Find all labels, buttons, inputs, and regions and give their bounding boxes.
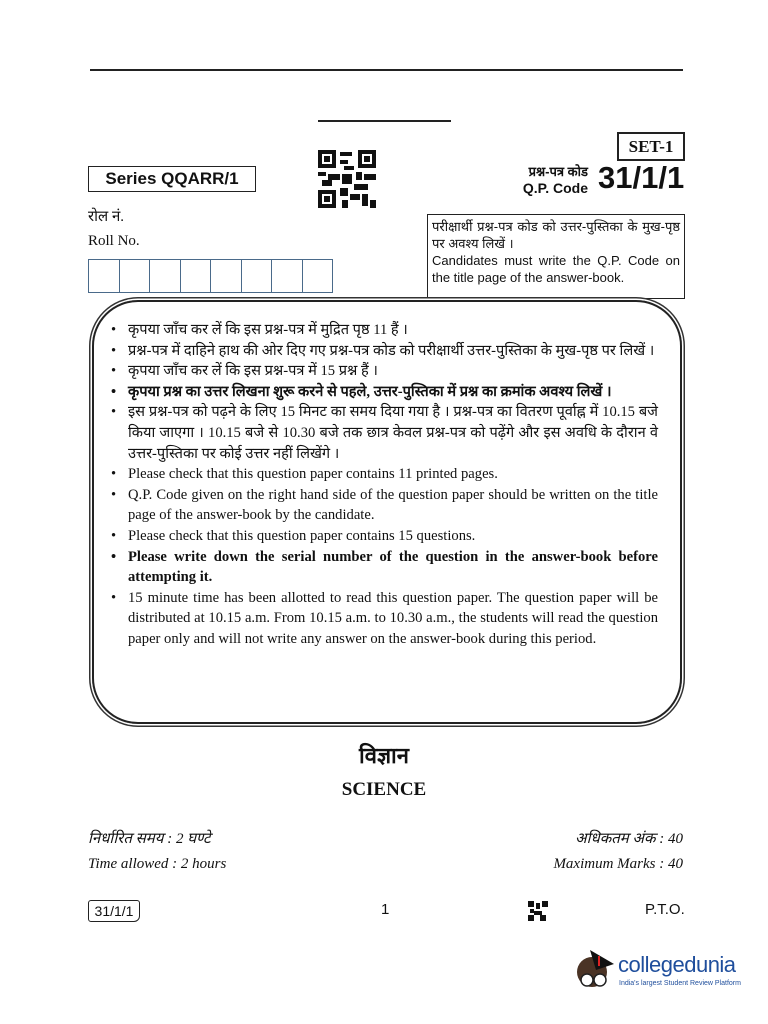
roll-no-label: Roll No. <box>88 233 140 249</box>
instruction-item: • Please write down the serial number of the question in the answer-book before attempting it. <box>108 547 658 588</box>
max-marks: Maximum Marks : 40 <box>553 856 683 872</box>
footer-qp-code: 31/1/1 <box>88 900 140 922</box>
roll-no-label-hindi: रोल नं. <box>88 209 125 225</box>
roll-digit-box[interactable] <box>89 260 120 292</box>
qr-code-icon <box>318 150 376 208</box>
instruction-item: • कृपया जाँच कर लें कि इस प्रश्न-पत्र में 15 प्रश्न हैं । <box>108 361 658 382</box>
instruction-item: • कृपया प्रश्न का उत्तर लिखना शुरू करने से पहले, उत्तर-पुस्तिका में प्रश्न का क्रमांक अवश्य लिखें । <box>108 382 658 403</box>
instruction-item: • प्रश्न-पत्र में दाहिने हाथ की ओर दिए गए प्रश्न-पत्र कोड को परीक्षार्थी उत्तर-पुस्तिका के मुख-पृष्ठ पर लिखें । <box>108 341 658 362</box>
time-allowed: Time allowed : 2 hours <box>88 856 227 872</box>
mascot-icon <box>570 940 618 1000</box>
logo-wordmark: collegedunia <box>618 952 736 977</box>
instruction-item: • इस प्रश्न-पत्र को पढ़ने के लिए 15 मिनट का समय दिया गया है । प्रश्न-पत्र का वितरण पूर्वाह्न में 10.15 बजे किया जाएगा । 10.15 बजे से 10.30 बजे तक छात्र केवल प्रश्न-पत्र को पढ़ेंगे और इस अवधि के दौरान वे उत्तर-पुस्तिका पर कोई उत्तर नहीं लिखेंगे । <box>108 402 658 464</box>
subject-title: SCIENCE <box>341 779 427 800</box>
short-rule <box>318 120 451 122</box>
pto-label: P.T.O. <box>645 901 685 918</box>
max-marks-hindi: अधिकतम अंक : 40 <box>575 831 683 847</box>
qp-code-labels <box>480 164 588 196</box>
small-qr-icon <box>528 901 548 921</box>
instructions-list <box>108 320 658 650</box>
instruction-item: • 15 minute time has been allotted to read this question paper. The question paper will be distributed at 10.15 a.m. From 10.15 a.m. to 10.30 a.m., the students will read the question paper only and will not write any answer on the answer-book during this period. <box>108 588 658 650</box>
page-number: 1 <box>381 901 390 918</box>
roll-digit-box[interactable] <box>120 260 151 292</box>
roll-digit-box[interactable] <box>242 260 273 292</box>
roll-digit-box[interactable] <box>181 260 212 292</box>
time-allowed-hindi: निर्धारित समय : 2 घण्टे <box>88 831 211 847</box>
set-badge: SET-1 <box>617 132 685 161</box>
qp-code-notice <box>427 214 685 299</box>
instruction-item: • Please check that this question paper contains 11 printed pages. <box>108 464 658 485</box>
instruction-item: • Q.P. Code given on the right hand side of the question paper should be written on the title page of the answer-book by the candidate. <box>108 485 658 526</box>
notice-hindi: परीक्षार्थी प्रश्न-पत्र कोड को उत्तर-पुस्तिका के मुख-पृष्ठ पर अवश्य लिखें । <box>432 219 680 251</box>
series-label: Series QQARR/1 <box>88 166 256 192</box>
instructions-box <box>92 300 682 724</box>
collegedunia-logo <box>570 940 768 1000</box>
instruction-item: • कृपया जाँच कर लें कि इस प्रश्न-पत्र में मुद्रित पृष्ठ 11 हैं । <box>108 320 658 341</box>
roll-digit-box[interactable] <box>150 260 181 292</box>
instruction-item: • Please check that this question paper contains 15 questions. <box>108 526 658 547</box>
roll-digit-box[interactable] <box>303 260 333 292</box>
roll-digit-box[interactable] <box>211 260 242 292</box>
top-rule <box>90 69 683 71</box>
qp-code-label-hindi: प्रश्न-पत्र कोड <box>528 164 588 179</box>
qp-code-label-english: Q.P. Code <box>522 180 588 196</box>
subject-title-hindi: विज्ञान <box>359 743 409 768</box>
roll-no-boxes[interactable] <box>88 259 333 293</box>
logo-tagline: India's largest Student Review Platform <box>619 980 741 987</box>
qp-code: 31/1/1 <box>598 160 685 195</box>
roll-digit-box[interactable] <box>272 260 303 292</box>
notice-english: Candidates must write the Q.P. Code on the title page of the answer-book. <box>432 253 680 285</box>
